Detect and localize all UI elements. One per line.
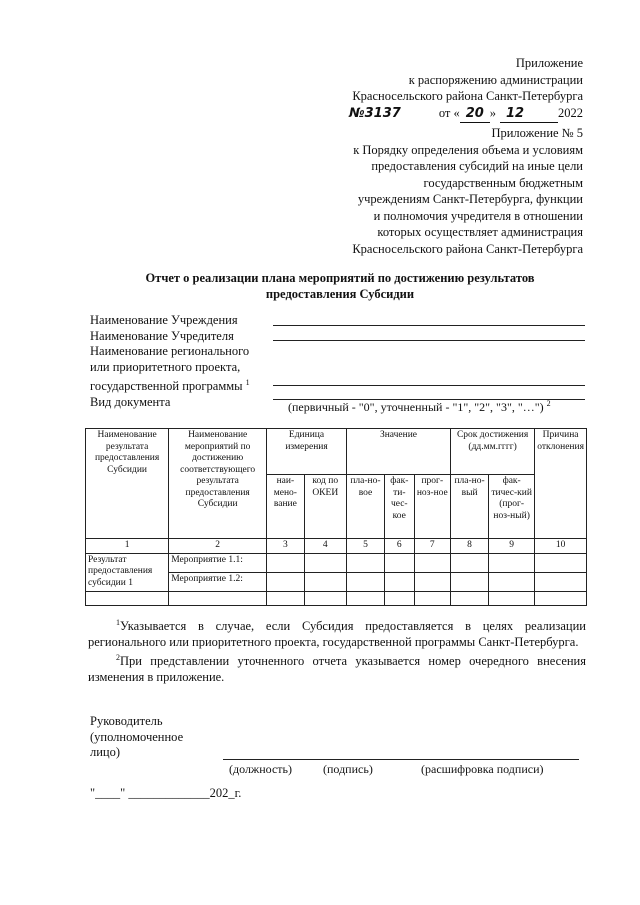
column-number: 9 bbox=[489, 539, 535, 554]
measure-cell[interactable]: Мероприятие 1.2: bbox=[169, 572, 267, 591]
institution-field[interactable] bbox=[273, 325, 585, 326]
sign-caption: (подпись) bbox=[323, 762, 373, 776]
doc-type-hint: (первичный - "0", уточненный - "1", "2", "3", "…") $^2$ bbox=[288, 399, 551, 414]
appendix-header bbox=[349, 55, 583, 123]
footnote-1: $^1$Указывается в случае, если Субсидия предоставляется в целях реализации регионального или приоритетного проекта, государственной программы Санкт-Петербурга. bbox=[88, 618, 586, 649]
data-cell[interactable] bbox=[384, 572, 414, 591]
data-cell[interactable] bbox=[489, 591, 535, 605]
data-cell[interactable] bbox=[267, 572, 304, 591]
order-year: 2022 bbox=[558, 105, 583, 120]
field-labels bbox=[90, 313, 270, 410]
data-cell[interactable] bbox=[414, 572, 450, 591]
position-caption: (должность) bbox=[229, 762, 292, 776]
data-cell[interactable] bbox=[451, 572, 489, 591]
column-number: 3 bbox=[267, 539, 304, 554]
column-number: 2 bbox=[169, 539, 267, 554]
measure-cell[interactable] bbox=[169, 591, 267, 605]
appendix5-line: Красносельского района Санкт-Петербурга bbox=[352, 241, 583, 256]
data-cell[interactable] bbox=[267, 591, 304, 605]
project-field[interactable] bbox=[273, 385, 585, 386]
data-cell[interactable] bbox=[535, 591, 587, 605]
header-value-fact: фак-ти-чес-кое bbox=[384, 475, 414, 539]
order-number-date bbox=[349, 105, 583, 124]
result-cell[interactable] bbox=[86, 591, 169, 605]
header-deadline-fact: фак-тичес-кий (прог-ноз-ный) bbox=[489, 475, 535, 539]
header-unit-code: код по ОКЕИ bbox=[304, 475, 346, 539]
document-title-line: предоставления Субсидии bbox=[265, 287, 415, 301]
data-cell[interactable] bbox=[346, 591, 384, 605]
data-cell[interactable] bbox=[535, 553, 587, 572]
column-number: 1 bbox=[86, 539, 169, 554]
footnote-2: $^2$При представлении уточненного отчета указывается номер очередного внесения изменения в приложение. bbox=[88, 653, 586, 684]
data-cell[interactable] bbox=[267, 553, 304, 572]
data-cell[interactable] bbox=[451, 553, 489, 572]
signature-date[interactable]: "____" _____________202_г. bbox=[90, 786, 242, 800]
column-number: 6 bbox=[384, 539, 414, 554]
data-cell[interactable] bbox=[304, 591, 346, 605]
signer-label: Руководитель (уполномоченное лицо) bbox=[90, 714, 184, 759]
project-label: или приоритетного проекта, bbox=[90, 359, 241, 374]
header-result-name: Наименование результата предоставления Субсидии bbox=[86, 429, 169, 539]
appendix-header-line: Красносельского района Санкт-Петербурга bbox=[352, 89, 583, 103]
order-month: 12 bbox=[500, 106, 558, 124]
header-deadline-plan: пла-но-вый bbox=[451, 475, 489, 539]
appendix5-line: к Порядку определения объема и условиям bbox=[353, 142, 583, 157]
header-reason: Причина отклонения bbox=[535, 429, 587, 539]
column-number: 4 bbox=[304, 539, 346, 554]
data-cell[interactable] bbox=[535, 572, 587, 591]
report-table bbox=[85, 428, 587, 606]
appendix5-line: государственным бюджетным bbox=[423, 175, 583, 190]
data-cell[interactable] bbox=[384, 553, 414, 572]
date-quote-close: » bbox=[489, 105, 496, 120]
table-row bbox=[86, 553, 587, 572]
table-row bbox=[86, 591, 587, 605]
decode-caption: (расшифровка подписи) bbox=[421, 762, 544, 776]
header-value: Значение bbox=[346, 429, 450, 475]
footnote-ref: 2 bbox=[546, 399, 551, 408]
appendix5-header bbox=[352, 125, 583, 257]
appendix5-line: учреждениям Санкт-Петербурга, функции bbox=[357, 192, 583, 206]
data-cell[interactable] bbox=[304, 553, 346, 572]
column-number: 5 bbox=[346, 539, 384, 554]
data-cell[interactable] bbox=[414, 553, 450, 572]
appendix-header-line: Приложение bbox=[515, 56, 583, 70]
data-cell[interactable] bbox=[489, 572, 535, 591]
appendix5-line: и полномочия учредителя в отношении bbox=[373, 208, 583, 223]
signature-line[interactable] bbox=[223, 759, 579, 760]
header-unit: Единица измерения bbox=[267, 429, 347, 475]
data-cell[interactable] bbox=[489, 553, 535, 572]
data-cell[interactable] bbox=[451, 591, 489, 605]
column-number: 8 bbox=[451, 539, 489, 554]
founder-field[interactable] bbox=[273, 340, 585, 341]
data-cell[interactable] bbox=[304, 572, 346, 591]
data-cell[interactable] bbox=[346, 553, 384, 572]
project-label: Наименование регионального bbox=[90, 344, 250, 358]
appendix5-line: которых осуществляет администрация bbox=[377, 225, 583, 239]
doc-type-label: Вид документа bbox=[90, 394, 171, 409]
column-number: 10 bbox=[535, 539, 587, 554]
appendix5-line: предоставления субсидий на иные цели bbox=[371, 159, 583, 173]
appendix5-line: Приложение № 5 bbox=[491, 126, 583, 140]
measure-cell[interactable]: Мероприятие 1.1: bbox=[169, 553, 267, 572]
document-title bbox=[80, 270, 600, 302]
footnote-ref: 1 bbox=[245, 378, 250, 387]
header-measures-name: Наименование мероприятий по достижению соответствующего результата предоставления Субсидии bbox=[169, 429, 267, 539]
header-value-plan: пла-но-вое bbox=[346, 475, 384, 539]
column-number: 7 bbox=[414, 539, 450, 554]
footnotes bbox=[88, 615, 586, 685]
appendix-header-line: к распоряжению администрации bbox=[408, 72, 583, 87]
order-number: №3137 bbox=[348, 105, 401, 121]
document-title-line: Отчет о реализации плана мероприятий по достижению результатов bbox=[145, 271, 535, 285]
data-cell[interactable] bbox=[384, 591, 414, 605]
project-label: государственной программы $^1$ bbox=[90, 378, 250, 394]
data-cell[interactable] bbox=[346, 572, 384, 591]
column-number-row bbox=[86, 539, 587, 554]
data-cell[interactable] bbox=[414, 591, 450, 605]
header-deadline: Срок достижения (дд.мм.гггг) bbox=[451, 429, 535, 475]
header-value-forecast: прог-ноз-ное bbox=[414, 475, 450, 539]
date-prefix: от « bbox=[438, 105, 460, 120]
result-cell[interactable]: Результат предоставления субсидии 1 bbox=[86, 553, 169, 591]
founder-label: Наименование Учредителя bbox=[90, 328, 234, 343]
order-day: 20 bbox=[460, 106, 490, 124]
institution-label: Наименование Учреждения bbox=[90, 313, 238, 327]
header-unit-name: наи-мено-вание bbox=[267, 475, 304, 539]
